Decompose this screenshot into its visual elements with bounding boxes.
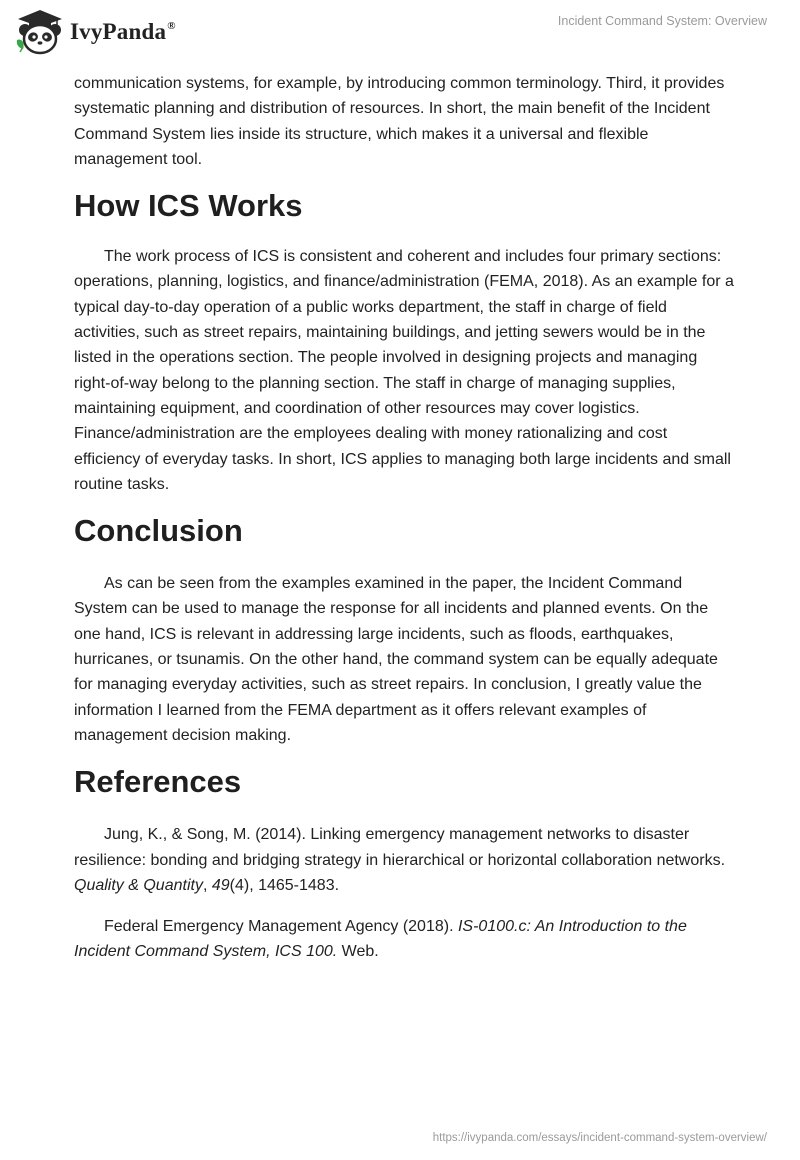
how-ics-works-paragraph: The work process of ICS is consistent and coherent and includes four primary sections: operations, planning, logistics, and finance/administration (FEMA, 2018). As an example for a typical day-to-day operation of a public works department, the staff in charge of field activities, such as street repairs, maintaining buildings, and jetting sewers would be in the listed in the operations section. The people involved in designing projects and managing right-of-way belong to the planning section. The staff in charge of managing supplies, maintaining equipment, and coordination of other resources may cover logistics. Finance/administration are the employees dealing with money rationalizing and cost efficiency of everyday tasks. In short, ICS applies to managing both large incidents and small routine tasks. — [74, 248, 734, 493]
intro-paragraph: communication systems, for example, by introducing common terminology. Third, it provides systematic planning and distribution of resources. In short, the main benefit of the Incident Command System lies inside its structure, which makes it a universal and flexible management tool. — [74, 75, 725, 168]
reference-volume: 49 — [211, 876, 230, 894]
logo-wordmark: IvyPanda® — [70, 19, 176, 44]
heading-references: References — [74, 764, 242, 800]
page-header — [0, 0, 800, 64]
heading-how-ics-works: How ICS Works — [74, 188, 303, 224]
essay-body — [74, 71, 734, 965]
ivypanda-logo[interactable] — [14, 8, 176, 56]
panda-graduate-icon — [14, 8, 66, 56]
reference-title: IS-0100.c: An Introduction to the Incident Command System, ICS 100. — [74, 918, 687, 961]
conclusion-paragraph: As can be seen from the examples examined in the paper, the Incident Command System can be used to manage the response for all incidents and planned events. On the one hand, ICS is relevant in addressing large incidents, such as floods, earthquakes, hurricanes, or tsunamis. On the other hand, the command system can be equally adequate for managing everyday activities, such as street repairs. In conclusion, I greatly value the information I learned from the FEMA department as it offers relevant examples of management decision making. — [74, 575, 718, 744]
reference-journal: Quality & Quantity — [74, 876, 203, 894]
reference-entry-jung: Jung, K., & Song, M. (2014). Linking emergency management networks to disaster resilience: bonding and bridging strategy in hierarchical or horizontal collaboration networks. Quality & Quantity, 49(4), 1465-1483. — [74, 826, 726, 894]
document-title: Incident Command System: Overview — [557, 14, 767, 28]
heading-conclusion: Conclusion — [74, 513, 243, 549]
reference-entry-fema: Federal Emergency Management Agency (2018). IS-0100.c: An Introduction to the Incident Command System, ICS 100. Web. — [74, 918, 687, 961]
source-url[interactable]: https://ivypanda.com/essays/incident-command-system-overview/ — [432, 1132, 767, 1144]
